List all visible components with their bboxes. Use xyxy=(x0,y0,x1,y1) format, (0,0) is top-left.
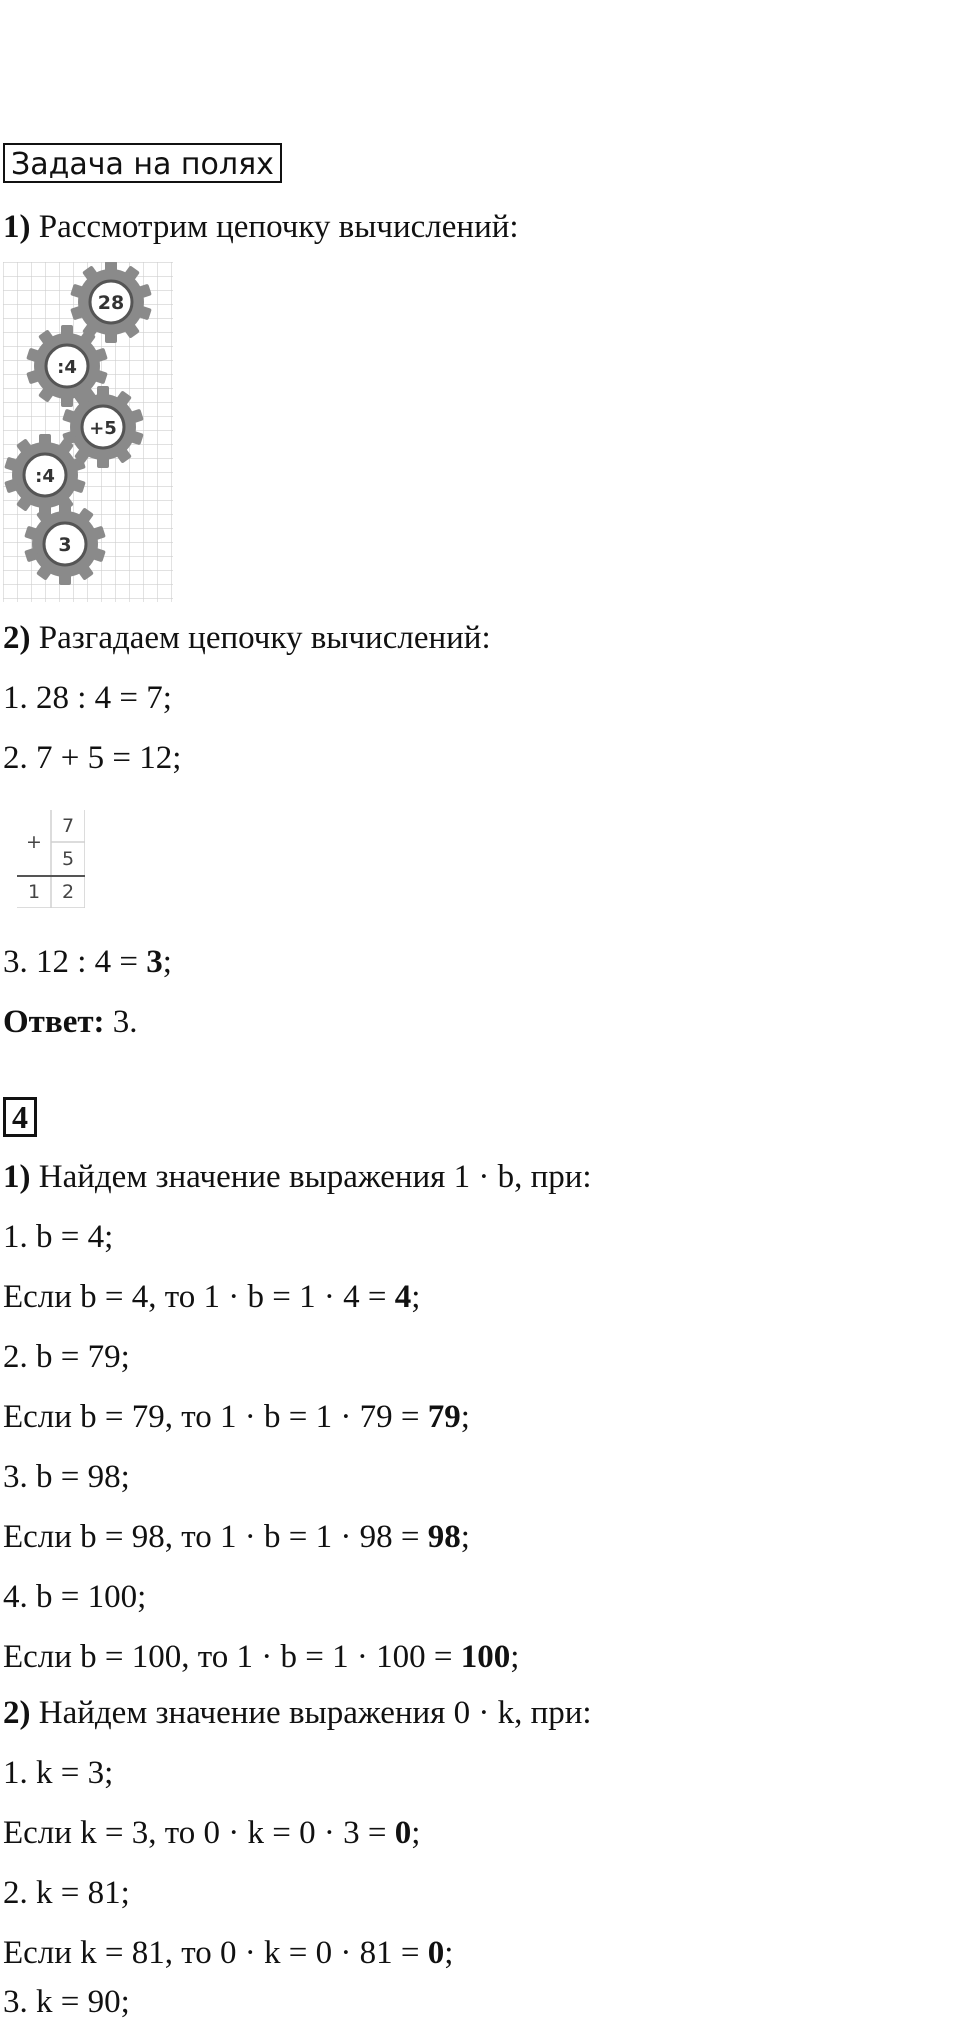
calc-result: 100 xyxy=(460,1639,511,1675)
gears-illustration xyxy=(3,262,173,602)
b-calc-2 xyxy=(3,1397,470,1437)
calc-expression: Если b = 4, то 1 · b = 1 · 4 = xyxy=(3,1279,395,1315)
k-case-1: 1. k = 3; xyxy=(3,1755,114,1791)
calc-end: ; xyxy=(411,1279,421,1315)
calc-expression: Если b = 98, то 1 · b = 1 · 98 = xyxy=(3,1519,428,1555)
b-case-2: 2. b = 79; xyxy=(3,1339,130,1375)
answer-value: 3. xyxy=(104,1004,138,1040)
margin-task-title: Задача на полях xyxy=(3,143,282,183)
sum-ones: 2 xyxy=(61,881,75,903)
gear-label: +5 xyxy=(89,418,117,439)
k-calc-1 xyxy=(3,1813,420,1853)
step-3-end: ; xyxy=(162,944,172,980)
gear-label: :4 xyxy=(57,357,77,378)
step-1: 1. 28 : 4 = 7; xyxy=(3,680,172,716)
addend-bottom: 5 xyxy=(61,848,75,870)
step-3-result: 3 xyxy=(146,944,163,980)
part-text: Рассмотрим цепочку вычислений: xyxy=(30,209,519,245)
part-number: 2) xyxy=(3,1695,31,1731)
part-number: 1) xyxy=(3,1159,31,1195)
calc-result: 98 xyxy=(427,1519,461,1555)
part-text: Найдем значение выражения 1 · b, при: xyxy=(30,1159,592,1195)
sum-tens: 1 xyxy=(27,881,41,903)
step-2: 2. 7 + 5 = 12; xyxy=(3,740,182,776)
gear-label: 28 xyxy=(97,292,125,314)
b-calc-3 xyxy=(3,1517,470,1557)
gear-label: :4 xyxy=(35,466,55,487)
addend-top: 7 xyxy=(61,815,75,837)
calc-result: 0 xyxy=(427,1935,445,1971)
step-3 xyxy=(3,942,172,982)
calc-expression: Если b = 100, то 1 · b = 1 · 100 = xyxy=(3,1639,461,1675)
calc-end: ; xyxy=(510,1639,520,1675)
calc-expression: Если k = 3, то 0 · k = 0 · 3 = xyxy=(3,1815,395,1851)
k-calc-2 xyxy=(3,1933,453,1973)
k-case-3: 3. k = 90; xyxy=(3,1984,130,2020)
calc-end: ; xyxy=(460,1519,470,1555)
part2-heading xyxy=(3,618,491,658)
b-case-1: 1. b = 4; xyxy=(3,1219,114,1255)
task4-part1-heading xyxy=(3,1157,592,1197)
calc-end: ; xyxy=(411,1815,421,1851)
b-case-4: 4. b = 100; xyxy=(3,1579,147,1615)
calc-expression: Если b = 79, то 1 · b = 1 · 79 = xyxy=(3,1399,428,1435)
part1-heading xyxy=(3,207,519,247)
part-text: Найдем значение выражения 0 · k, при: xyxy=(30,1695,592,1731)
part-text: Разгадаем цепочку вычислений: xyxy=(30,620,491,656)
b-calc-1 xyxy=(3,1277,420,1317)
calc-result: 0 xyxy=(394,1815,412,1851)
gears-figure xyxy=(3,262,173,602)
calc-result: 4 xyxy=(394,1279,412,1315)
plus-sign: + xyxy=(26,831,42,853)
part-number: 1) xyxy=(3,209,31,245)
calc-expression: Если k = 81, то 0 · k = 0 · 81 = xyxy=(3,1935,428,1971)
b-calc-4 xyxy=(3,1637,519,1677)
task-number-box: 4 xyxy=(3,1097,37,1137)
part-number: 2) xyxy=(3,620,31,656)
gear-label: 3 xyxy=(58,534,72,556)
calc-end: ; xyxy=(444,1935,454,1971)
answer-label: Ответ: xyxy=(3,1004,105,1040)
step-3-expression: 3. 12 : 4 = xyxy=(3,944,147,980)
calc-result: 79 xyxy=(427,1399,461,1435)
k-case-2: 2. k = 81; xyxy=(3,1875,130,1911)
answer-line xyxy=(3,1002,138,1042)
task4-part2-heading xyxy=(3,1693,592,1733)
calc-end: ; xyxy=(460,1399,470,1435)
column-addition xyxy=(17,810,85,908)
b-case-3: 3. b = 98; xyxy=(3,1459,130,1495)
